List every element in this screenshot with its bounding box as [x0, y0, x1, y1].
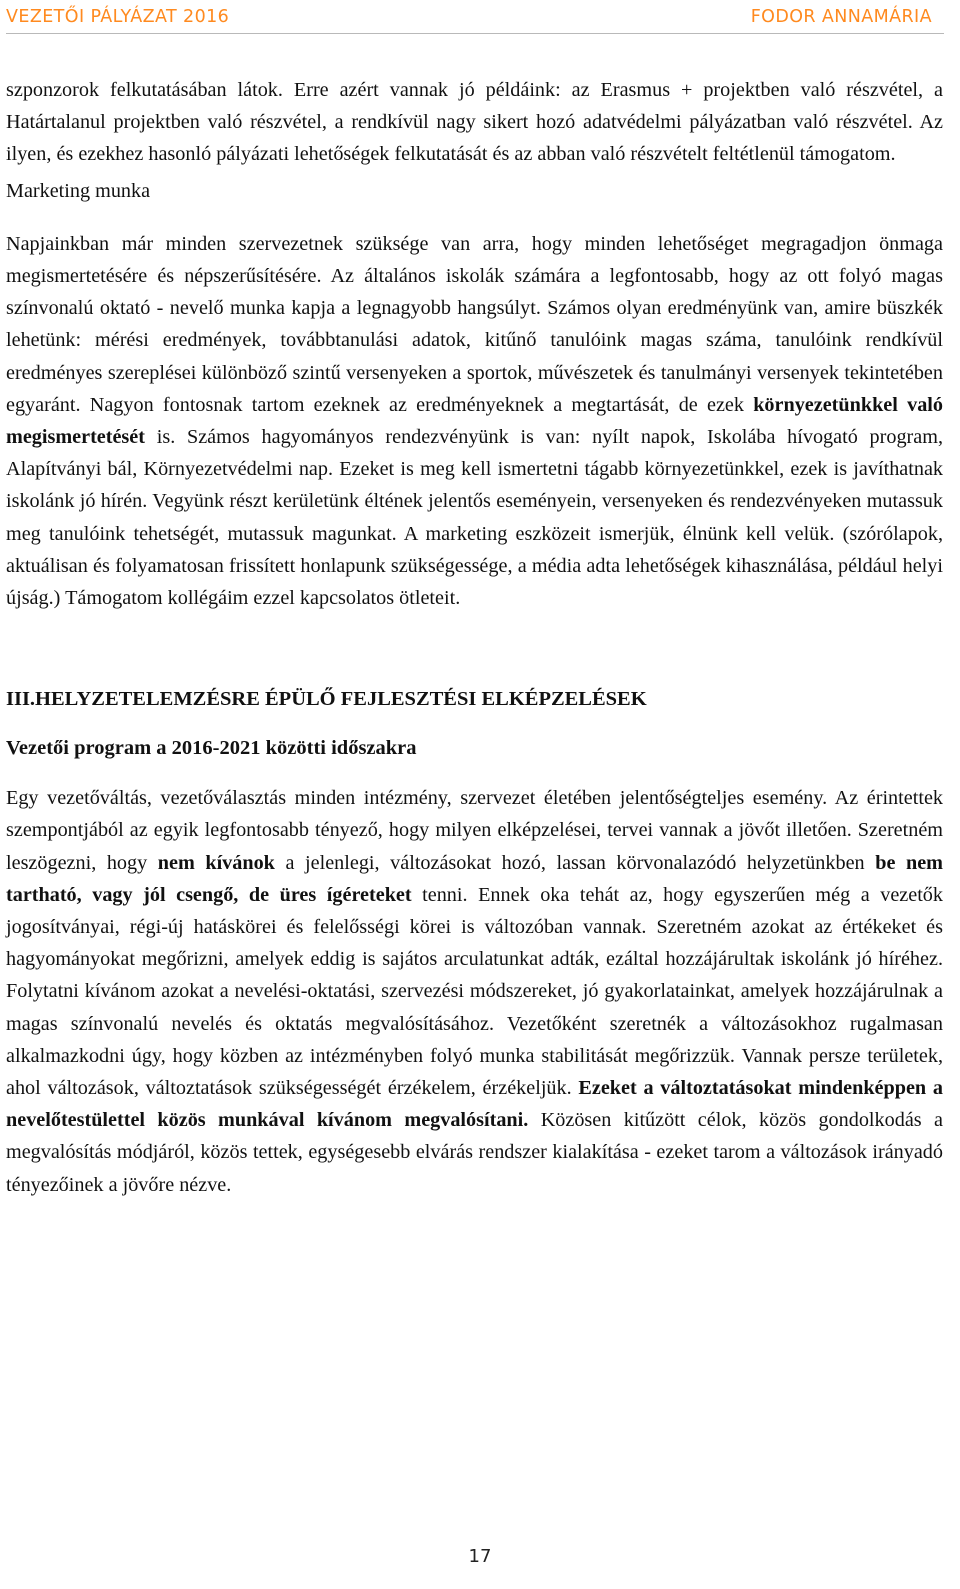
subsection-title: Vezetői program a 2016-2021 közötti időszakra [6, 737, 417, 760]
header-author: FODOR ANNAMÁRIA [750, 7, 932, 27]
paragraph-program-text-2: a jelenlegi, változásokat hozó, lassan körvonalazódó helyzetünkben [274, 851, 876, 874]
paragraph-sponsors: szponzorok felkutatásában látok. Erre azért vannak jó példáink: az Erasmus + projektben való részvétel, a Határtalanul projektben való részvétel, a rendkívül nagy sikert hozó adatvédelmi pályázatban való részvétel. Az ilyen, és ezekhez hasonló pályázati lehetőségek felkutatását és az abban való részvételt feltétlenül támogatom. [6, 79, 943, 166]
marketing-heading: Marketing munka [6, 179, 151, 202]
header-divider [6, 33, 944, 34]
paragraph-program-bold-2: be nem tartható, vagy jól csengő, de üres ígéreteket [6, 851, 943, 906]
paragraph-program-text-1: Egy vezetőváltás, vezetőválasztás minden intézmény, szervezet életében jelentőségteljes esemény. Az érintettek szempontjából az egyik legfontosabb tényező, hogy milyen elképzelései, tervei vannak a jövőt illetően. Szeretném leszögezni, hogy [6, 787, 943, 874]
page-number: 17 [468, 1546, 492, 1567]
header-title: VEZETŐI PÁLYÁZAT 2016 [6, 7, 230, 27]
paragraph-program-bold-1: nem kívánok [157, 851, 275, 874]
section-title: III.HELYZETELEMZÉSRE ÉPÜLŐ FEJLESZTÉSI ELKÉPZELÉSEK [6, 688, 647, 711]
page-content [6, 74, 943, 1201]
paragraph-program-text-4: Közösen kitűzött célok, közös gondolkodás a megvalósítás módjáról, közös tettek, egységesebb elvárás rendszer kialakítása - ezeket tarom a változások irányadó tényezőinek a jövőre nézve. [6, 1109, 943, 1196]
paragraph-marketing-text-1: Napjainkban már minden szervezetnek szüksége van arra, hogy minden lehetőséget megragadjon önmaga megismertetésére és népszerűsítésére. Az általános iskolák számára a legfontosabb, hogy az ott folyó magas színvonalú oktató - nevelő munka kapja a legnagyobb hangsúlyt. Számos olyan eredményünk van, amire büszkék lehetünk: mérési eredmények, továbbtanulási adatok, kitűnő tanulóink magas száma, tanulóink rendkívül eredményes szereplései különböző szintű versenyeken a sportok, művészetek és tanulmányi versenyek tekintetében egyaránt. Nagyon fontosnak tartom ezeknek az eredményeknek a megtartását, de ezek [6, 232, 943, 416]
paragraph-marketing [6, 228, 943, 614]
paragraph-program-bold-3: Ezeket a változtatásokat mindenképpen a nevelőtestülettel közös munkával kívánom megvalósítani. [6, 1077, 943, 1132]
paragraph-marketing-bold: környezetünkkel való megismertetését [6, 393, 943, 449]
paragraph-program [6, 782, 943, 1201]
page-header [6, 4, 932, 34]
paragraph-marketing-text-2: is. Számos hagyományos rendezvényünk is van: nyílt napok, Iskolába hívogató program, Alapítványi bál, Környezetvédelmi nap. Ezeket is meg kell ismertetni tágabb környezetünkkel, ezek is javíthatnak iskolánk jó hírén. Vegyünk részt kerületünk éltének jelentős eseményein, versenyeken és rendezvényeken mutassuk meg tanulóink tehetségét, mutassuk magunkat. A marketing eszközeit ismerjük, élnünk kell velük. (szórólapok, aktuálisan és folyamatosan frissített honlapunk szükségessége, a média adta lehetőségek kihasználása, például helyi újság.) Támogatom kollégáim ezzel kapcsolatos ötleteit. [6, 426, 943, 610]
paragraph-program-text-3: tenni. Ennek oka tehát az, hogy egyszerűen még a vezetők jogosítványai, régi-új hatáskörei és felelősségi körei is változóban vannak. Szeretném azokat az értékeket és hagyományokat megőrizni, amelyek eddig is sajátos arculatunkat adták, ezáltal hozzájárultak iskolánk jó híréhez. Folytatni kívánom azokat a nevelési-oktatási, szervezési módszereket, jó gyakorlatainkat, amelyek hozzájárulnak a magas színvonalú nevelés és oktatás megvalósításához. Vezetőként szeretnék a változásokhoz rugalmasan alkalmazkodni úgy, hogy közben az intézményben folyó munka stabilitását megőrizzük. Vannak persze területek, ahol változások, változtatások szükségességét érzékelem, érzékeljük. [6, 883, 943, 1100]
